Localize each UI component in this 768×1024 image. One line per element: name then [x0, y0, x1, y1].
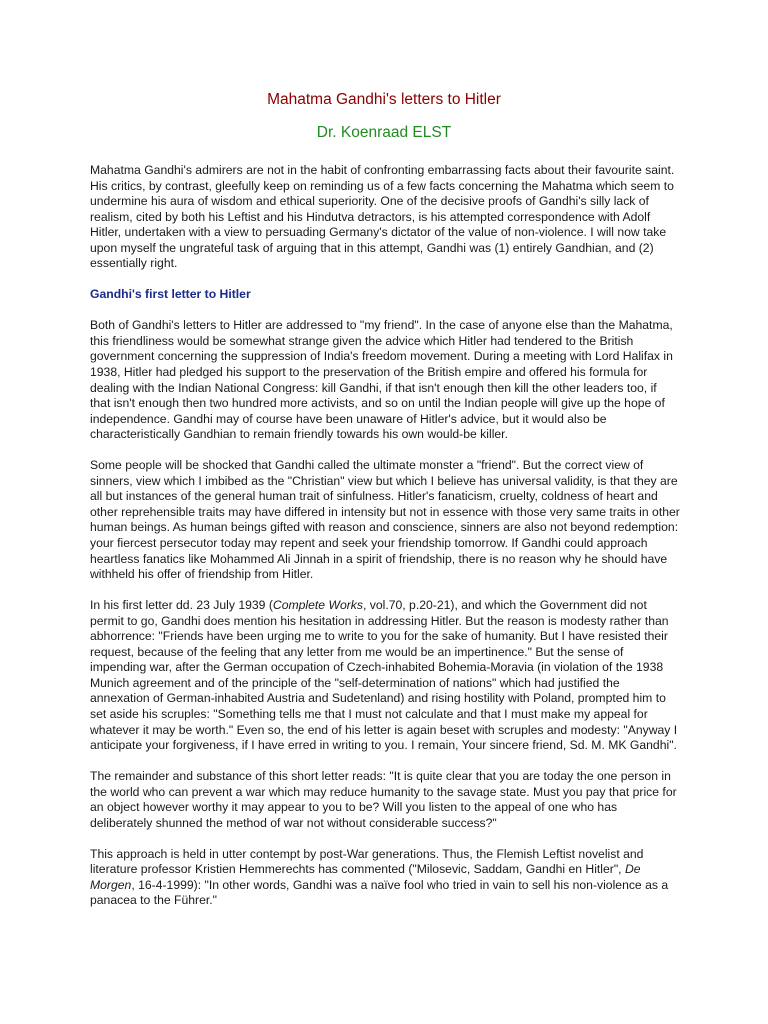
- paragraph-4: The remainder and substance of this short letter reads: "It is quite clear that you are today the one person in the world who can prevent a war which may reduce humanity to the savage state. Must you pay that price for an object however worthy it may appear to you to be? Will you listen to the appeal of one who has deliberately shunned the method of war not without considerable success?": [90, 769, 677, 830]
- article-body: [90, 163, 680, 924]
- author-name: Dr. Koenraad ELST: [316, 124, 452, 141]
- paragraph-5-part-a: This approach is held in utter contempt by post-War generations. Thus, the Flemish Leftist novelist and literature professor Kristien Hemmerechts has commented ("Milosevic, Saddam, Gandhi en Hitler",: [90, 846, 644, 877]
- paragraph-3-part-a: In his first letter dd. 23 July 1939 (: [90, 598, 273, 613]
- intro-paragraph: Mahatma Gandhi's admirers are not in the habit of confronting embarrassing facts about their favourite saint. His critics, by contrast, gleefully keep on reminding us of a few facts concerning the Mahatma which seem to undermine his aura of wisdom and ethical superiority. One of the decisive proofs of Gandhi's silly lack of realism, cited by both his Leftist and his Hindutva detractors, is his attempted correspondence with Adolf Hitler, undertaken with a view to persuading Germany's dictator of the value of non-violence. I will now take upon myself the ungrateful task of arguing that in this attempt, Gandhi was (1) entirely Gandhian, and (2) essentially right.: [90, 163, 675, 271]
- paragraph-3: [90, 598, 680, 753]
- paragraph-1: Both of Gandhi's letters to Hitler are addressed to "my friend". In the case of anyone else than the Mahatma, this friendliness would be somewhat strange given the advice which Hitler had tendered to the British government concerning the suppression of India's freedom movement. During a meeting with Lord Halifax in 1938, Hitler had pledged his support to the preservation of the British empire and offered his formula for dealing with the Indian National Congress: kill Gandhi, if that isn't enough then kill the other leaders too, if that isn't enough then two hundred more activists, and so on until the Indian people will give up the hope of independence. Gandhi may of course have been unaware of Hitler's advice, but it would also be characteristically Gandhian to remain friendly towards his own would-be killer.: [90, 318, 673, 442]
- paragraph-5-part-b: , 16-4-1999): "In other words, Gandhi was a naïve fool who tried in vain to sell his non-violence as a panacea to the Führer.": [90, 877, 669, 908]
- de-morgen-citation: De Morgen: [90, 862, 641, 892]
- section-heading: Gandhi's first letter to Hitler: [90, 287, 251, 302]
- complete-works-citation: Complete Works: [272, 598, 363, 613]
- paragraph-2: Some people will be shocked that Gandhi called the ultimate monster a "friend". But the correct view of sinners, view which I imbibed as the "Christian" view but which I believe has universal validity, is that they are all but instances of the general human trait of sinfulness. Hitler's fanaticism, cruelty, coldness of heart and other reprehensible traits may have differed in intensity but not in essence with those very same traits in other human beings. As human beings gifted with reason and conscience, sinners are also not beyond redemption: your fiercest persecutor today may repent and seek your friendship tomorrow. If Gandhi could approach heartless fanatics like Mohammed Ali Jinnah in a spirit of friendship, there is no reason why he should have withheld his offer of friendship from Hitler.: [90, 458, 680, 582]
- paragraph-3-part-b: , vol.70, p.20-21), and which the Government did not permit to go, Gandhi does mention his hesitation in addressing Hitler. But the reason is modesty rather than abhorrence: "Friends have been urging me to write to you for the sake of humanity. But I have resisted their request, because of the feeling that any letter from me would be an impertinence." But the sense of impending war, after the German occupation of Czech-inhabited Bohemia-Moravia (in violation of the 1938 Munich agreement and of the principle of the "self-determination of nations" which had justified the annexation of German-inhabited Austria and Sudetenland) and rising hostility with Poland, prompted him to set aside his scruples: "Something tells me that I must not calculate and that I must make my appeal for whatever it may be worth." Even so, the end of his letter is again beset with scruples and modesty: "Anyway I anticipate your forgiveness, if I have erred in writing to you. I remain, Your sincere friend, Sd. M. MK Gandhi".: [90, 598, 678, 753]
- document-title: Mahatma Gandhi's letters to Hitler: [267, 91, 501, 108]
- paragraph-5: [90, 847, 680, 909]
